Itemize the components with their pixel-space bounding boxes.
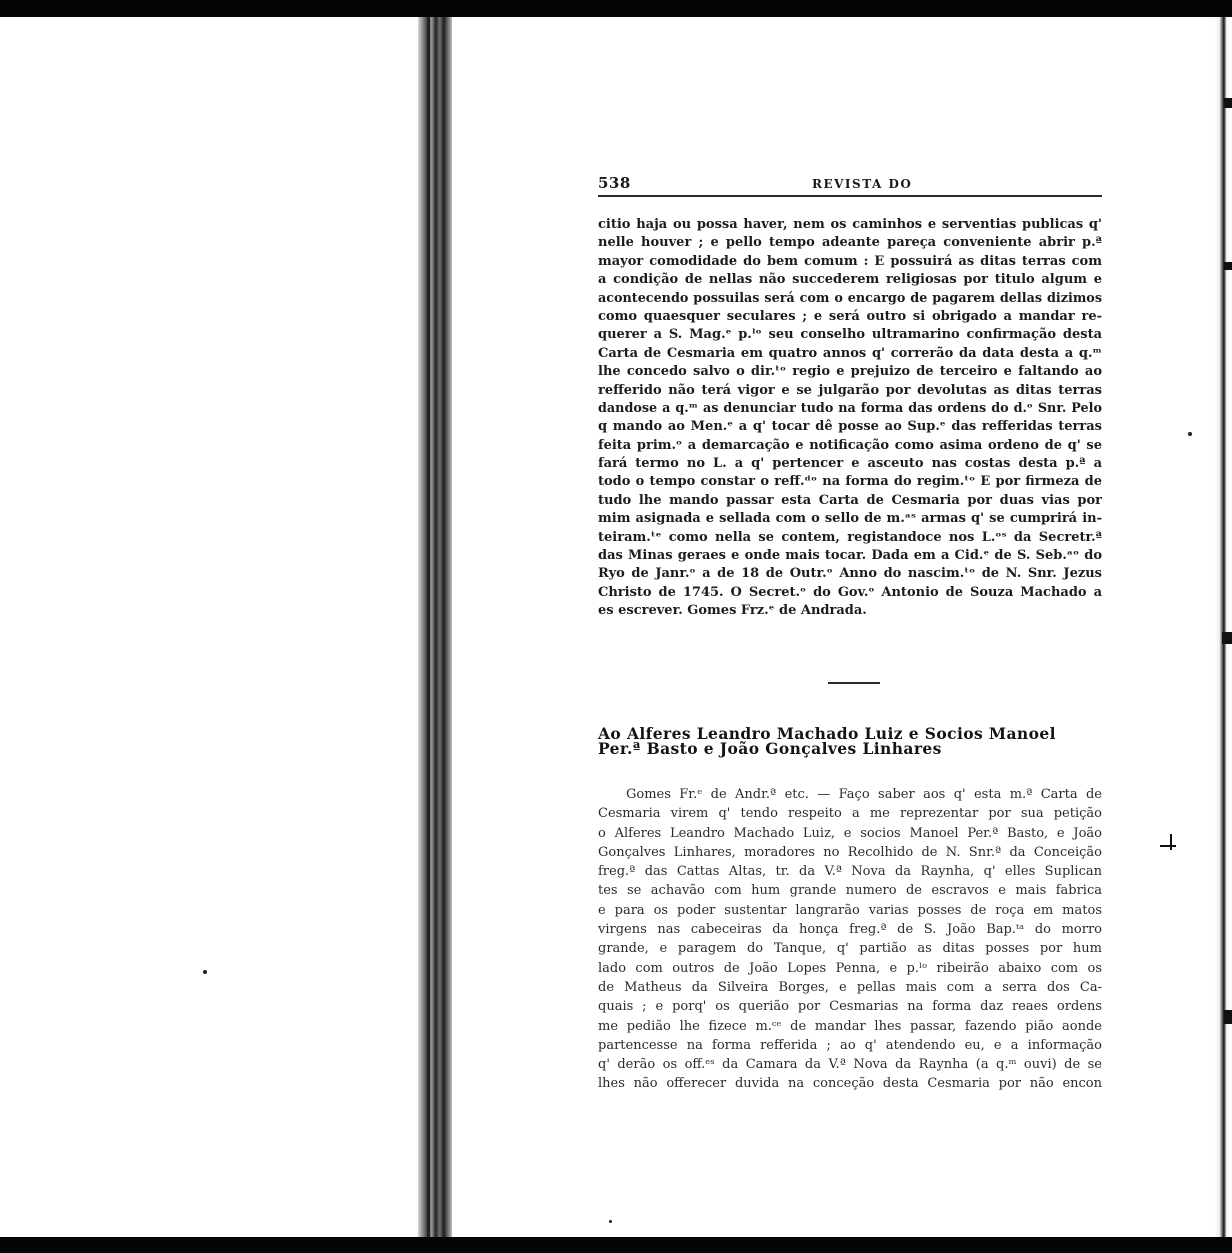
edge-mark (1222, 632, 1232, 644)
heading-line: Ao Alferes Leandro Machado Luiz e Socios Manoel (598, 724, 1056, 743)
page-edge-right (1214, 17, 1232, 1237)
text-line: teiram.ᵗᵉ como nella se contem, registandoce nos L.ᵒˢ da Secretr.ª (598, 529, 1102, 545)
text-line: lhe concedo salvo o dir.ᵗᵒ regio e prejuizo de terceiro e faltando ao (598, 364, 1102, 380)
edge-mark (1224, 1010, 1232, 1024)
text-line: a condição de nellas não succederem religiosas por titulo algum e (598, 272, 1102, 288)
text-line: dandose a q.ᵐ as denunciar tudo na forma das ordens do d.ᵒ Snr. Pelo (598, 400, 1102, 416)
text-line: grande, e paragem do Tanque, q' partião as ditas posses por hum (598, 941, 1102, 957)
edge-mark (1224, 98, 1232, 108)
text-line: freg.ª das Cattas Altas, tr. da V.ª Nova da Raynha, q' elles Suplican (598, 864, 1102, 880)
text-line: me pedião lhe fizece m.ᶜᵉ de mandar lhes passar, fazendo pião aonde (598, 1018, 1102, 1034)
scan-speck (609, 1220, 612, 1223)
text-line: mim asignada e sellada com o sello de m.ᵃˢ armas q' se cumprirá in- (598, 511, 1102, 527)
gutter-shadow-line (427, 17, 430, 1237)
section-divider (828, 682, 880, 684)
text-line: querer a S. Mag.ᵉ p.ˡᵒ seu conselho ultramarino confirmação desta (598, 327, 1102, 343)
margin-pen-mark (1170, 834, 1172, 850)
left-page-blank (0, 17, 418, 1237)
text-line: Gomes Fr.ᵉ de Andr.ª etc. — Faço saber aos q' esta m.ª Carta de (626, 787, 1102, 802)
text-line: citio haja ou possa haver, nem os caminhos e serventias publicas q' (598, 217, 1102, 232)
scan-border-top (0, 0, 1232, 17)
text-line: Ryo de Janr.ᵒ a de 18 de Outr.ᵒ Anno do nascim.ᵗᵒ de N. Snr. Jezus (598, 566, 1102, 582)
text-line: todo o tempo constar o reff.ᵈᵒ na forma do regim.ᵗᵒ E por firmeza de (598, 474, 1102, 490)
text-line: tudo lhe mando passar esta Carta de Cesmaria por duas vias por (598, 492, 1102, 508)
header-rule (598, 195, 1102, 197)
text-line: q' derão os off.ᵉˢ da Camara da V.ª Nova da Raynha (a q.ᵐ ouvi) de se (598, 1057, 1102, 1073)
text-line: virgens nas cabeceiras da honça freg.ª de S. João Bap.ᵗᵃ do morro (598, 922, 1102, 938)
text-line: acontecendo possuilas será com o encargo de pagarem dellas dizimos (598, 290, 1102, 306)
text-line: es escrever. Gomes Frz.ᵉ de Andrada. (598, 603, 867, 619)
page-number: 538 (598, 174, 631, 192)
text-line: Cesmaria virem q' tendo respeito a me reprezentar por sua petição (598, 806, 1102, 822)
text-line: Christo de 1745. O Secret.ᵒ do Gov.ᵒ Antonio de Souza Machado a (598, 584, 1102, 600)
text-line: e para os poder sustentar langrarão varias posses de roça em matos (598, 902, 1102, 918)
text-line: quais ; e porq' os querião por Cesmarias na forma daz reaes ordens (598, 999, 1102, 1015)
text-line: nelle houver ; e pello tempo adeante pareça conveniente abrir p.ª (598, 235, 1102, 251)
text-line: como quaesquer seculares ; e será outro si obrigado a mandar re- (598, 308, 1102, 324)
scan-speck (1188, 432, 1192, 436)
text-line: o Alferes Leandro Machado Luiz, e socios Manoel Per.ª Basto, e João (598, 825, 1102, 841)
paragraph-grant (598, 785, 1102, 1094)
text-line: mayor comodidade do bem comum : E possuirá as ditas terras com (598, 253, 1102, 269)
text-line: Gonçalves Linhares, moradores no Recolhido de N. Snr.ª da Conceição (598, 844, 1102, 860)
text-line: Carta de Cesmaria em quatro annos q' correrão da data desta a q.ᵐ (598, 345, 1102, 361)
scan-speck (203, 970, 207, 974)
margin-pen-mark (1160, 845, 1176, 847)
text-line: fará termo no L. a q' pertencer e asceuto nas costas desta p.ª a (598, 456, 1102, 472)
text-line: das Minas geraes e onde mais tocar. Dada em a Cid.ᵉ de S. Seb.ᵃᵒ do (598, 548, 1102, 564)
scan-border-bottom (0, 1237, 1232, 1253)
text-line: lado com outros de João Lopes Penna, e p.ˡᵒ ribeirão abaixo com os (598, 960, 1102, 976)
text-line: de Matheus da Silveira Borges, e pellas mais com a serra dos Ca- (598, 979, 1102, 995)
text-line: refferido não terá vigor e se julgarão por devolutas as ditas terras (598, 382, 1102, 398)
text-line: feita prim.ᵒ a demarcação e notificação como asima ordeno de q' se (598, 437, 1102, 453)
book-gutter (418, 17, 452, 1237)
heading-line: Per.ª Basto e João Gonçalves Linhares (598, 739, 942, 758)
text-line: partencesse na forma refferida ; ao q' atendendo eu, e a informação (598, 1037, 1102, 1053)
paragraph-continued (598, 216, 1102, 621)
text-line: tes se achavão com hum grande numero de escravos e mais fabrica (598, 883, 1102, 899)
section-heading (598, 726, 1102, 756)
text-line: q mando ao Men.ᵉ a q' tocar dê posse ao Sup.ᵉ das refferidas terras (598, 419, 1102, 435)
text-line: lhes não offerecer duvida na conceção desta Cesmaria por não encon (598, 1076, 1102, 1092)
edge-mark (1224, 262, 1232, 270)
page-header (598, 172, 1102, 198)
running-title: REVISTA DO (812, 177, 913, 191)
